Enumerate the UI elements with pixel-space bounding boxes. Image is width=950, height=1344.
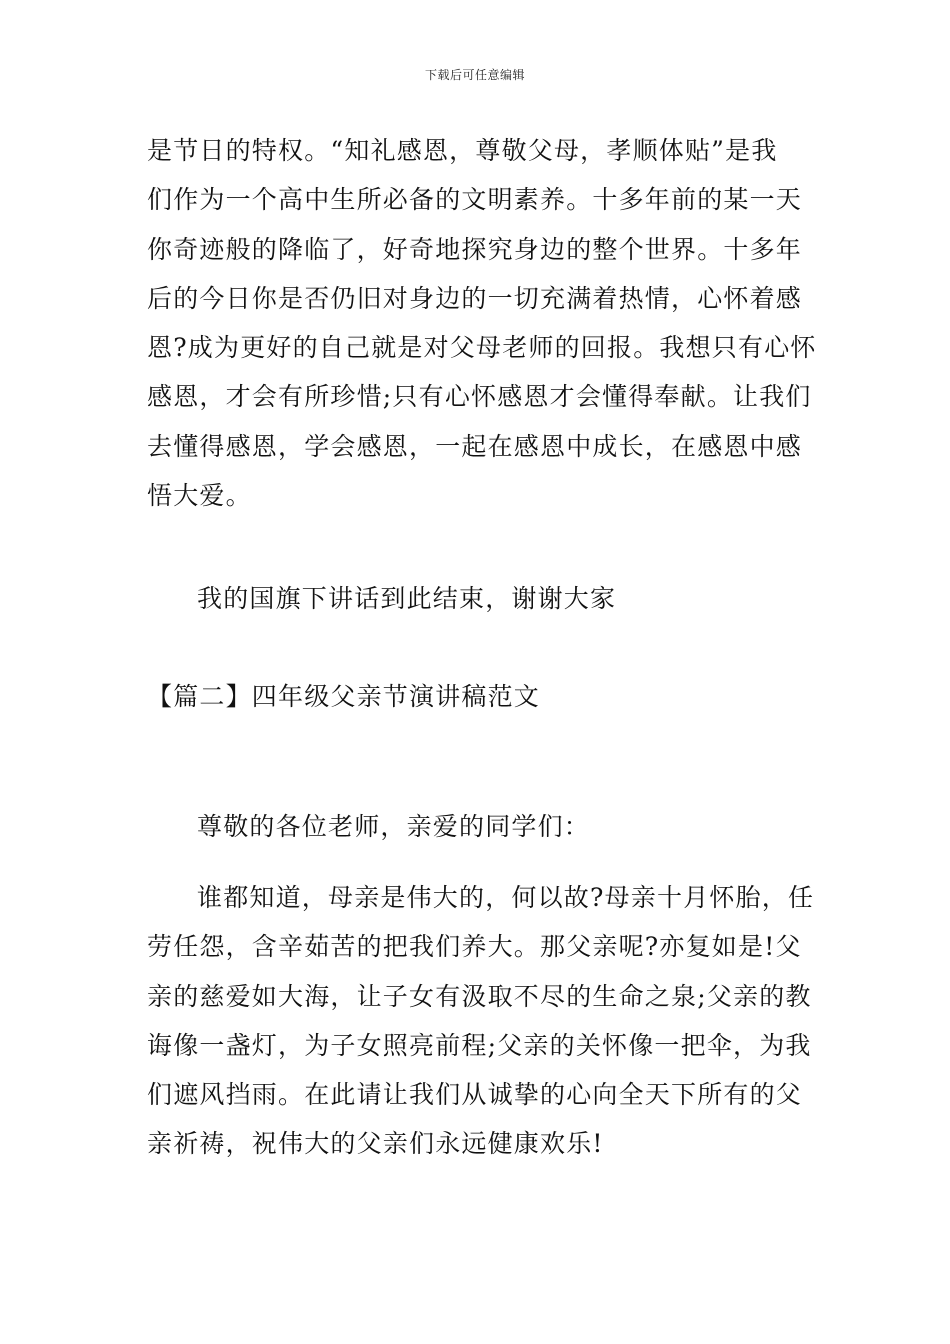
paragraph-line: 后的今日你是否仍旧对身边的一切充满着热情，心怀着感: [147, 283, 803, 313]
paragraph-line: 劳任怨，含辛茹苦的把我们养大。那父亲呢?亦复如是!父: [147, 932, 802, 962]
section-heading: [147, 672, 809, 721]
header-note: 下载后可任意编辑: [424, 68, 525, 82]
paragraph-line: 你奇迹般的降临了，好奇地探究身边的整个世界。十多年: [147, 234, 803, 264]
salutation: [147, 802, 809, 851]
paragraph-line: 们作为一个高中生所必备的文明素养。十多年前的某一天: [147, 185, 803, 215]
paragraph-line: 谁都知道，母亲是伟大的，何以故?母亲十月怀胎，任: [197, 883, 815, 912]
paragraph-line: 悟大爱。: [147, 481, 252, 511]
paragraph-line: 们遮风挡雨。在此请让我们从诚挚的心向全天下所有的父: [147, 1080, 803, 1110]
paragraph-line: 是节日的特权。“知礼感恩，尊敬父母，孝顺体贴”是我: [147, 136, 778, 165]
paragraph-line: 亲祈祷，祝伟大的父亲们永远健康欢乐!: [147, 1129, 604, 1159]
salutation-text: 尊敬的各位老师，亲爱的同学们：: [197, 812, 591, 841]
paragraph-line: 去懂得感恩，学会感恩，一起在感恩中成长，在感恩中感: [147, 431, 803, 461]
paragraph-2: [147, 574, 809, 623]
paragraph-line: 亲的慈爱如大海，让子女有汲取不尽的生命之泉;父亲的教: [147, 981, 812, 1011]
section-heading-text: 【篇二】四年级父亲节演讲稿范文: [147, 682, 541, 711]
closing-line: 我的国旗下讲话到此结束，谢谢大家: [197, 584, 617, 613]
paragraph-line: 感恩，才会有所珍惜;只有心怀感恩才会懂得奉献。让我们: [147, 382, 812, 412]
paragraph-4: [147, 873, 815, 1169]
paragraph-line: 恩?成为更好的自己就是对父母老师的回报。我想只有心怀: [147, 333, 817, 363]
paragraph-1: [147, 126, 817, 520]
paragraph-line: 诲像一盏灯，为子女照亮前程;父亲的关怀像一把伞，为我: [147, 1030, 812, 1060]
